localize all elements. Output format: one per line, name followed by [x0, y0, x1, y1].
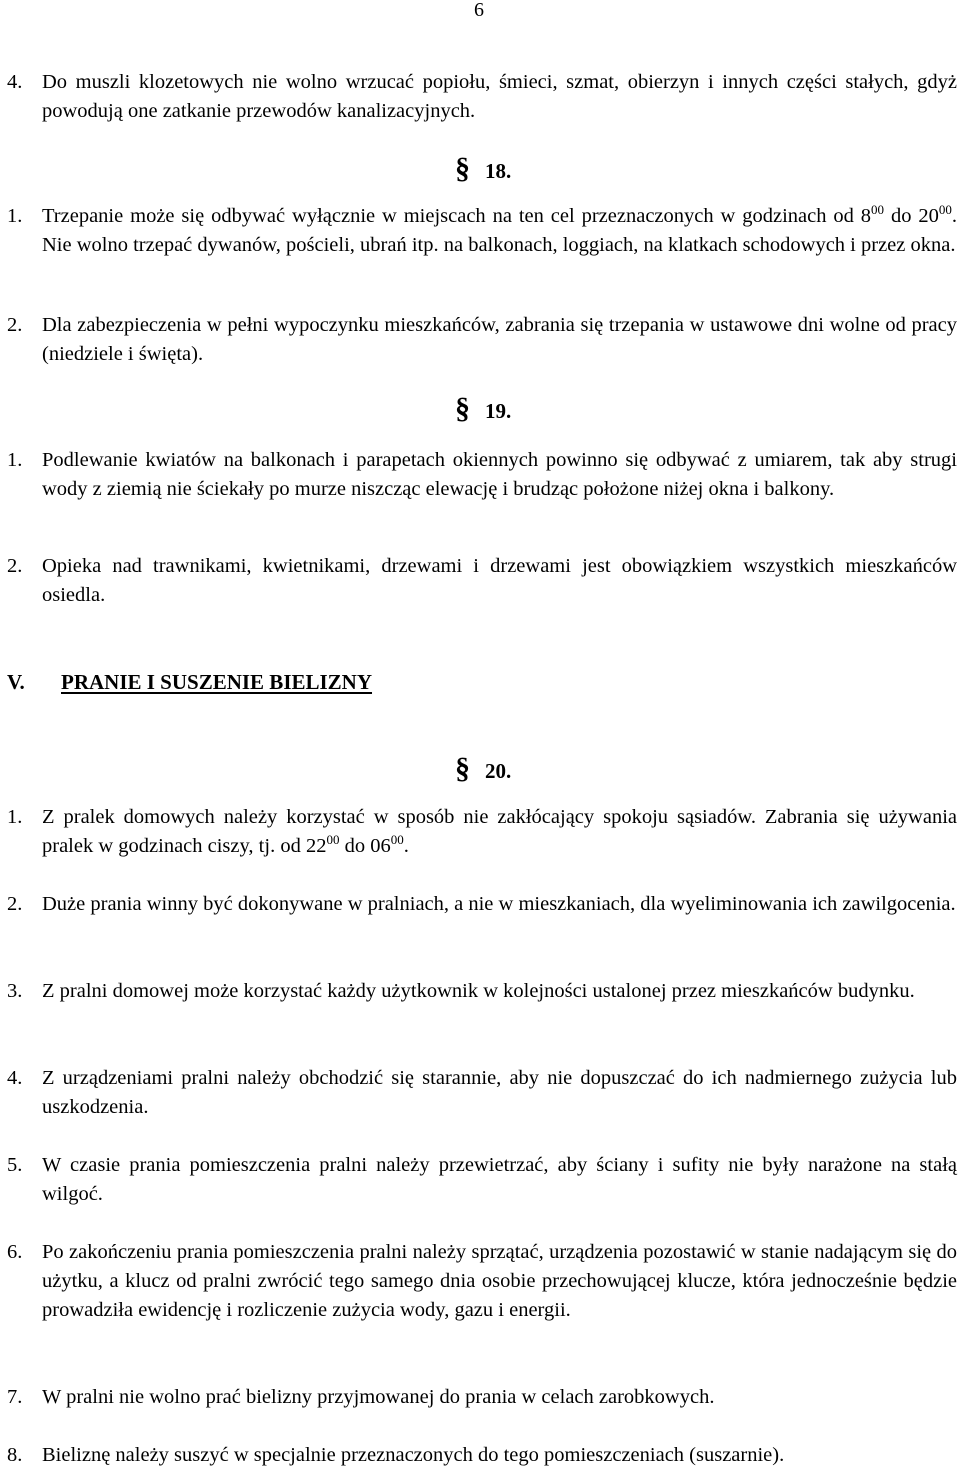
item-number: 1.: [7, 449, 23, 471]
item-text: Z pralni domowej może korzystać każdy użytkownik w kolejności ustalonej przez mieszkańców budynku.: [42, 980, 915, 1002]
item-text: Po zakończeniu prania pomieszczenia pralni należy sprzątać, urządzenia pozostawić w stanie nadającym się do użytku, a klucz od pralni zwrócić tego samego dnia osobie przechowującej klucze, która jednocześnie będzie prowadziła ewidencję i rozliczenie zużycia wody, gazu i energii.: [42, 1241, 957, 1321]
list-item: [7, 311, 957, 369]
superscript: 00: [938, 202, 952, 217]
item-text: Do muszli klozetowych nie wolno wrzucać popiołu, śmieci, szmat, obierzyn i innych części stałych, gdyż powodują one zatkanie przewodów kanalizacyjnych.: [42, 71, 957, 122]
section-number: 18.: [485, 159, 512, 183]
list-item: [7, 446, 957, 504]
section-20-heading: [453, 752, 512, 786]
list-item: [7, 1238, 957, 1325]
item-text: Duże prania winny być dokonywane w pralniach, a nie w mieszkaniach, dla wyeliminowania ich zawilgocenia.: [42, 893, 956, 915]
item-text: Opieka nad trawnikami, kwietnikami, drzewami i drzewami jest obowiązkiem wszystkich mieszkańców osiedla.: [42, 555, 957, 606]
text-part: . Nie wolno trzepać dywanów, pościeli, ubrań itp. na balkonach, loggiach, na klatkach schodowych i przez okna.: [42, 205, 957, 256]
list-item: [7, 977, 957, 1006]
list-item: [7, 803, 957, 861]
chapter-number: V.: [7, 670, 25, 694]
section-19-heading: [453, 392, 512, 426]
list-item: [7, 890, 957, 919]
section-sign-icon: [453, 390, 479, 422]
text-part: .: [403, 835, 409, 857]
item-text: [42, 202, 957, 260]
superscript: 00: [390, 832, 404, 847]
list-item: [7, 202, 957, 260]
list-item: [7, 1064, 957, 1122]
list-item: [7, 1383, 957, 1412]
item-text: Bieliznę należy suszyć w specjalnie przeznaczonych do tego pomieszczeniach (suszarnie).: [42, 1444, 785, 1466]
chapter-heading: [7, 668, 372, 697]
superscript: 00: [326, 832, 340, 847]
section-sign-icon: [453, 750, 479, 782]
text-part: Z pralek domowych należy korzystać w sposób nie zakłócający spokoju sąsiadów. Zabrania się używania pralek w godzinach ciszy, tj. od 22: [42, 806, 957, 857]
item-number: 1.: [7, 205, 23, 227]
list-item: [7, 1441, 957, 1470]
item-number: 8.: [7, 1444, 23, 1466]
svg-text:§: §: [455, 152, 470, 182]
text-part: do 20: [884, 205, 939, 227]
item-number: 2.: [7, 555, 23, 577]
item-text: Podlewanie kwiatów na balkonach i parapetach okiennych powinno się odbywać z umiarem, tak aby strugi wody z ziemią nie ściekały po murze niszcząc elewację i brudząc położone niżej okna i balkony.: [42, 449, 957, 500]
item-text: Dla zabezpieczenia w pełni wypoczynku mieszkańców, zabrania się trzepania w ustawowe dni wolne od pracy (niedziele i święta).: [42, 314, 957, 365]
chapter-title: PRANIE I SUSZENIE BIELIZNY: [61, 670, 373, 694]
item-number: 3.: [7, 980, 23, 1002]
section-number: 20.: [485, 759, 512, 783]
item-text: W czasie prania pomieszczenia pralni należy przewietrzać, aby ściany i sufity nie były narażone na stałą wilgoć.: [42, 1154, 957, 1205]
item-text: Z urządzeniami pralni należy obchodzić się starannie, aby nie dopuszczać do ich nadmiernego zużycia lub uszkodzenia.: [42, 1067, 957, 1118]
section-18-heading: [453, 152, 512, 186]
page-number: 6: [474, 0, 484, 21]
item-text: W pralni nie wolno prać bielizny przyjmowanej do prania w celach zarobkowych.: [42, 1386, 715, 1408]
list-item: [7, 68, 957, 126]
svg-text:§: §: [455, 392, 470, 422]
superscript: 00: [871, 202, 885, 217]
text-part: do 06: [339, 835, 391, 857]
section-number: 19.: [485, 399, 512, 423]
list-item: [7, 552, 957, 610]
item-number: 2.: [7, 893, 23, 915]
svg-text:§: §: [455, 752, 470, 782]
item-number: 2.: [7, 314, 23, 336]
item-number: 7.: [7, 1386, 23, 1408]
item-number: 5.: [7, 1154, 23, 1176]
item-number: 6.: [7, 1241, 23, 1263]
section-sign-icon: [453, 150, 479, 182]
item-number: 4.: [7, 1067, 23, 1089]
text-part: Trzepanie może się odbywać wyłącznie w miejscach na ten cel przeznaczonych w godzinach od 8: [42, 205, 872, 227]
list-item: [7, 1151, 957, 1209]
item-text: [42, 803, 957, 861]
item-number: 1.: [7, 806, 23, 828]
item-number: 4.: [7, 71, 23, 93]
